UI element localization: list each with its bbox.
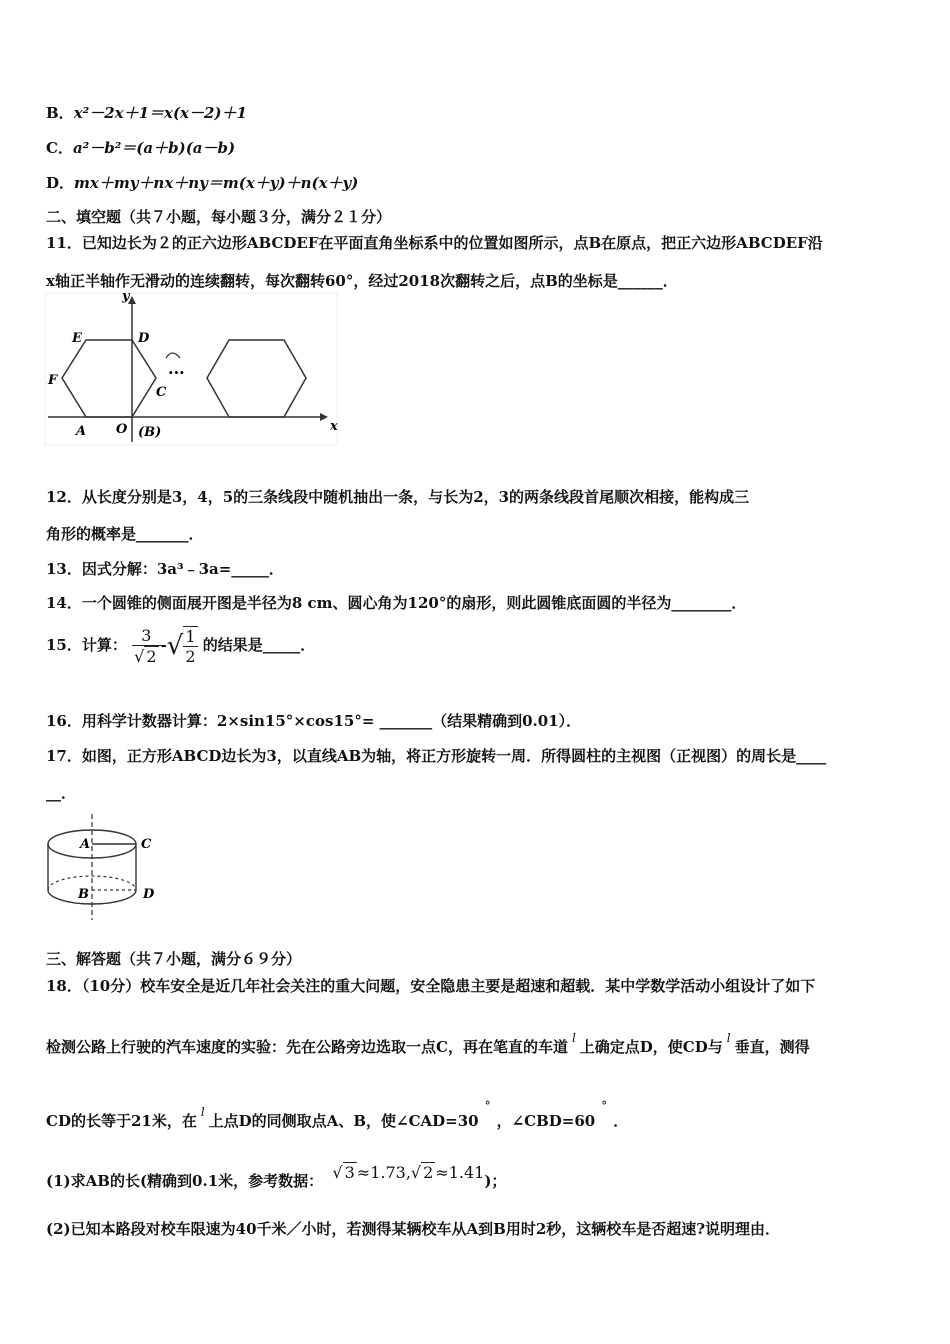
q17-line2: __． xyxy=(46,784,77,802)
cylinder-figure xyxy=(44,810,164,925)
svg-text:(B): (B) xyxy=(138,425,162,440)
svg-text:y: y xyxy=(122,292,130,304)
option-c: C．a²－b²＝(a＋b)(a－b) xyxy=(46,139,236,157)
option-d-expr: mx＋my＋nx＋ny＝m(x＋y)＋n(x＋y) xyxy=(74,174,359,192)
option-c-expr: a²－b²＝(a＋b)(a－b) xyxy=(72,139,236,157)
q13: 13．因式分解：3a³﹣3a=_____． xyxy=(46,560,284,578)
q18-line2: 检测公路上行驶的汽车速度的实验：先在公路旁边选取一点C，再在笔直的车道 $^l$ 上确定点D，使CD与 $^l$ 垂直，测得 xyxy=(46,1031,810,1056)
q16: 16．用科学计数器计算：2×sin15°×cos15°= _______（结果精确到0.01）． xyxy=(46,712,582,730)
q18-part1: (1)求AB的长(精确到0.1米，参考数据： √ 3 ≈1.73,√ 2 ≈1.41)； xyxy=(46,1163,507,1190)
svg-text:B: B xyxy=(78,887,89,902)
lane-l-symbol: l xyxy=(571,1031,576,1045)
option-d: D．mx＋my＋nx＋ny＝m(x＋y)＋n(x＋y) xyxy=(46,174,359,192)
svg-text:A: A xyxy=(76,424,87,439)
q17-line1: 17．如图，正方形ABCD边长为3，以直线AB为轴，将正方形旋转一周．所得圆柱的主视图（正视图）的周长是____ xyxy=(46,747,827,765)
option-b: B．x²－2x＋1＝x(x－2)＋1 xyxy=(46,104,247,122)
q18-part2: (2)已知本路段对校车限速为40千米／小时，若测得某辆校车从A到B用时2秒，这辆校车是否超速?说明理由． xyxy=(46,1220,781,1238)
q12-line1: 12．从长度分别是3，4，5的三条线段中随机抽出一条，与长为2，3的两条线段首尾顺次相接，能构成三 xyxy=(46,488,750,506)
section2-heading: 二、填空题（共７小题，每小题３分，满分２１分） xyxy=(46,208,392,226)
svg-text:···: ··· xyxy=(168,363,185,382)
svg-text:A: A xyxy=(80,837,91,852)
fraction-1-over-2: $\frac{1}{2}$ xyxy=(185,627,196,666)
lane-l-symbol-3: l xyxy=(200,1105,205,1119)
lane-l-symbol-2: l xyxy=(726,1031,731,1045)
option-b-expr: x²－2x＋1＝x(x－2)＋1 xyxy=(73,104,247,122)
section3-heading: 三、解答题（共７小题，满分６９分） xyxy=(46,950,302,968)
svg-text:x: x xyxy=(330,419,338,434)
q11-line2: x轴正半轴作无滑动的连续翻转，每次翻转60°，经过2018次翻转之后，点B的坐标是______． xyxy=(46,272,678,290)
svg-text:O: O xyxy=(116,422,128,437)
q15: 15．计算： $\frac{3}{√ 2}$ -√ $\frac{1}{2}$ 的结果是_____． xyxy=(46,626,316,666)
q14: 14．一个圆锥的侧面展开图是半径为8 cm、圆心角为120°的扇形，则此圆锥底面圆的半径为________． xyxy=(46,594,747,612)
svg-text:D: D xyxy=(138,331,150,346)
svg-text:D: D xyxy=(143,887,155,902)
svg-text:C: C xyxy=(156,385,167,400)
q18-line1: 18．（10分）校车安全是近几年社会关注的重大问题，安全隐患主要是超速和超载．某中学数学活动小组设计了如下 xyxy=(46,977,816,995)
hexagon-figure xyxy=(44,292,344,447)
svg-text:C: C xyxy=(141,837,152,852)
q11-line1: 11．已知边长为２的正六边形ABCDEF在平面直角坐标系中的位置如图所示，点B在原点，把正六边形ABCDEF沿 xyxy=(46,234,823,252)
q12-line2: 角形的概率是_______． xyxy=(46,525,204,543)
svg-text:F: F xyxy=(48,373,58,388)
svg-text:E: E xyxy=(72,331,82,346)
reference-values: √ 3 ≈1.73,√ 2 ≈1.41 xyxy=(332,1163,485,1182)
q18-line3: CD的长等于21米，在 $^l$ 上点D的同侧取点A、B，使∠CAD=30°，∠CBD=60°． xyxy=(46,1099,629,1130)
fraction-3-over-sqrt2: $\frac{3}{√ 2}$ xyxy=(132,626,160,666)
